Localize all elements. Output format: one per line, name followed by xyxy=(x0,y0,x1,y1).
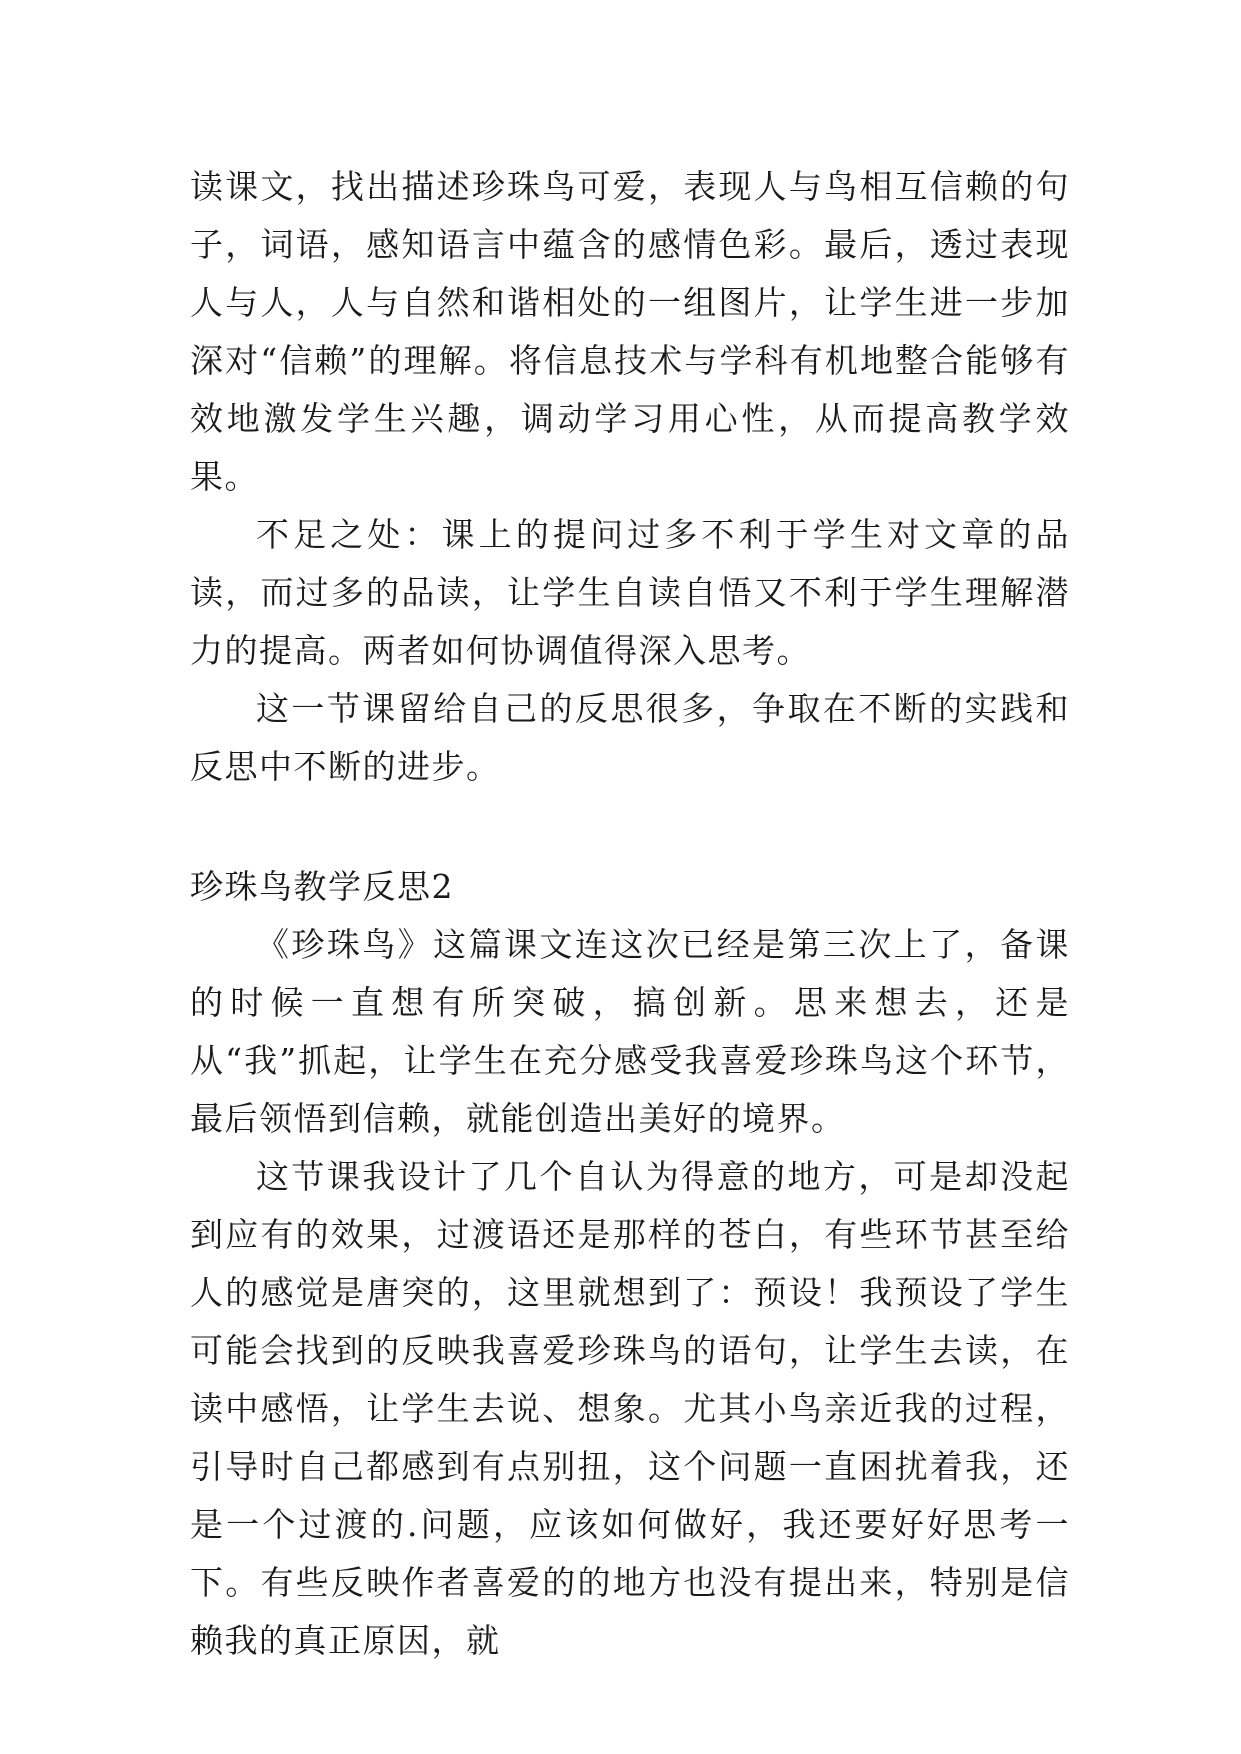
paragraph-reflection-summary: 这一节课留给自己的反思很多，争取在不断的实践和反思中不断的进步。 xyxy=(190,689,1070,786)
paragraph-design: 这节课我设计了几个自认为得意的地方，可是却没起到应有的效果，过渡语还是那样的苍白，有些环节甚至给人的感觉是唐突的，这里就想到了：预设！我预设了学生可能会找到的反映我喜爱珍珠鸟的语句，让学生去读，在读中感悟，让学生去说、想象。尤其小鸟亲近我的过程，引导时自己都感到有点别扭，这个问题一直困扰着我，还是一个过渡的.问题，应该如何做好，我还要好好思考一下。有些反映作者喜爱的的地方也没有提出来，特别是信赖我的真正原因，就 xyxy=(190,1157,1070,1660)
paragraph-continued: 读课文，找出描述珍珠鸟可爱，表现人与鸟相互信赖的句子，词语，感知语言中蕴含的感情色彩。最后，透过表现人与人，人与自然和谐相处的一组图片，让学生进一步加深对“信赖”的理解。将信息技术与学科有机地整合能够有效地激发学生兴趣，调动学习用心性，从而提高教学效果。 xyxy=(190,167,1070,496)
paragraph-shortcomings: 不足之处：课上的提问过多不利于学生对文章的品读，而过多的品读，让学生自读自悟又不利于学生理解潜力的提高。两者如何协调值得深入思考。 xyxy=(190,515,1070,670)
section-heading: 珍珠鸟教学反思2 xyxy=(190,867,454,906)
section-spacer xyxy=(190,796,1070,858)
document-body xyxy=(190,158,1070,1670)
paragraph-intro: 《珍珠鸟》这篇课文连这次已经是第三次上了，备课的时候一直想有所突破，搞创新。思来想去，还是从“我”抓起，让学生在充分感受我喜爱珍珠鸟这个环节，最后领悟到信赖，就能创造出美好的境界。 xyxy=(190,925,1070,1138)
